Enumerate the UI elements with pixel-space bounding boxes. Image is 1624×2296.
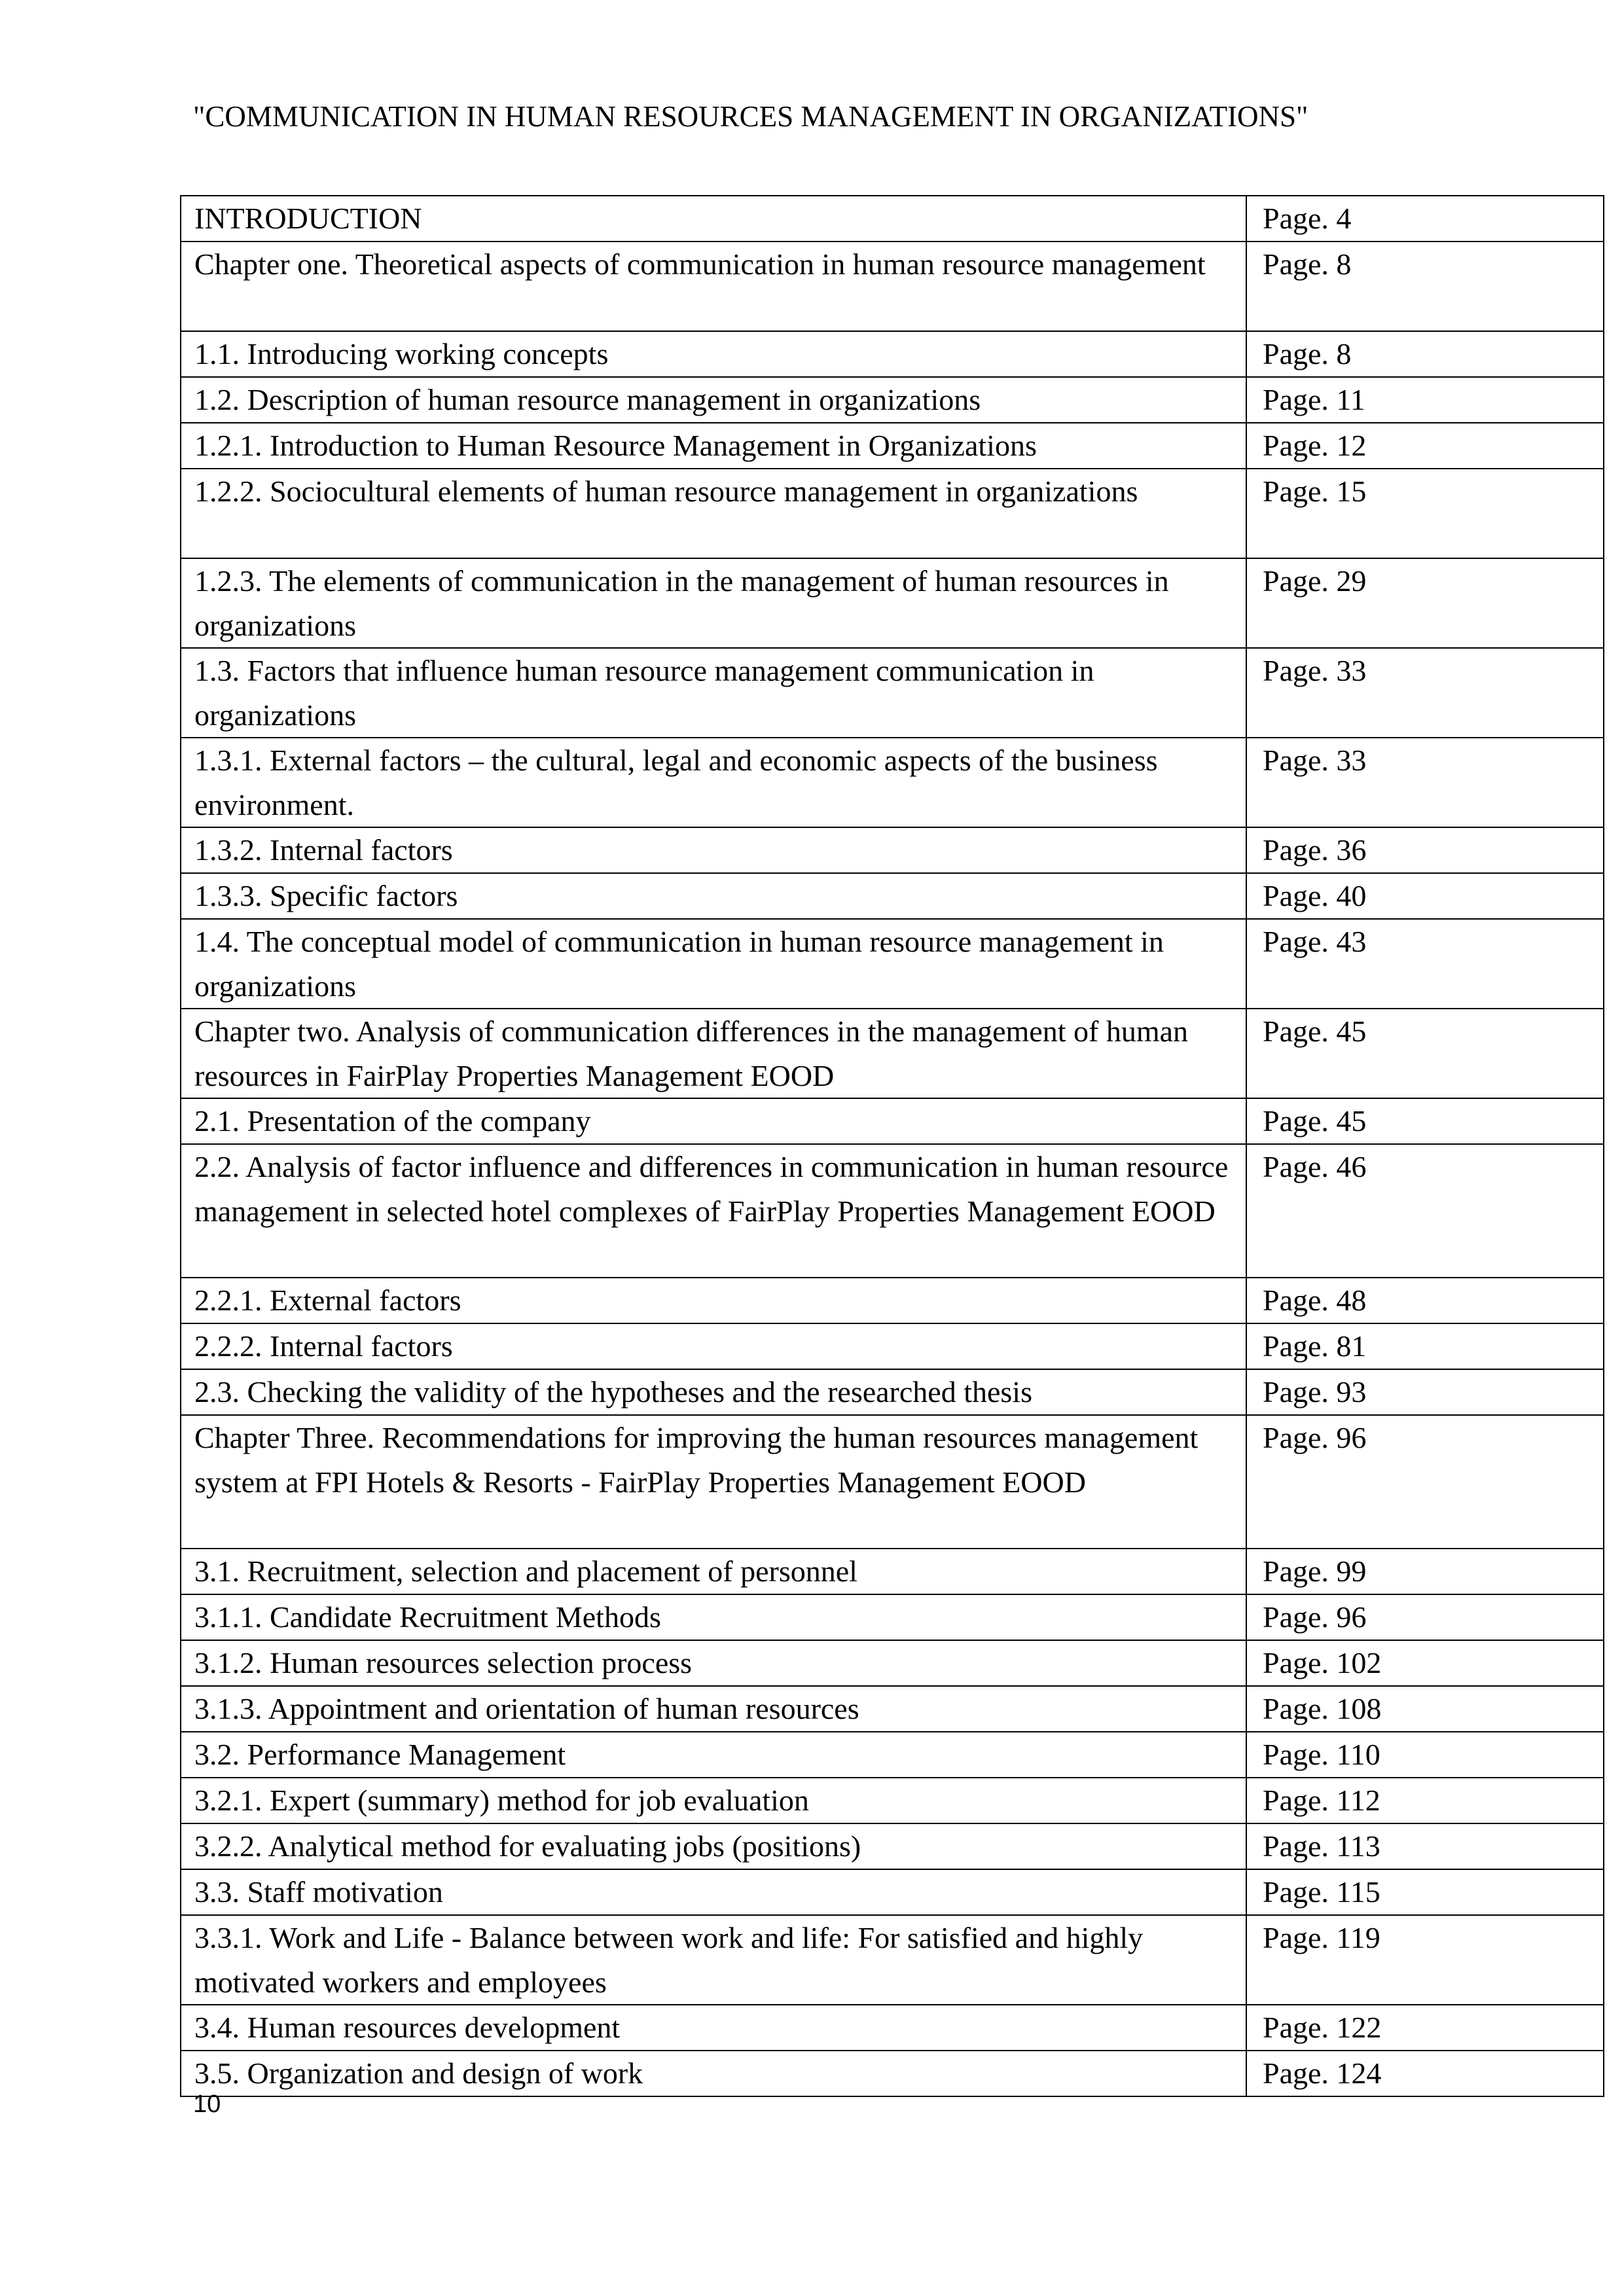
toc-entry-page: Page. 99 (1246, 1549, 1604, 1594)
toc-row (181, 1009, 1604, 1098)
toc-entry-page: Page. 11 (1246, 377, 1604, 423)
toc-entry-page: Page. 124 (1246, 2051, 1604, 2096)
toc-row (181, 377, 1604, 423)
toc-entry-title: 2.3. Checking the validity of the hypotheses and the researched thesis (181, 1369, 1246, 1415)
toc-entry-title: 3.3.1. Work and Life - Balance between work and life: For satisfied and highly motivated workers and employees (181, 1915, 1246, 2005)
toc-entry-title: INTRODUCTION (181, 196, 1246, 242)
toc-entry-page: Page. 15 (1246, 469, 1604, 558)
toc-entry-page: Page. 46 (1246, 1144, 1604, 1278)
toc-entry-page: Page. 108 (1246, 1686, 1604, 1732)
toc-entry-page: Page. 45 (1246, 1098, 1604, 1144)
toc-entry-title: 3.1. Recruitment, selection and placement of personnel (181, 1549, 1246, 1594)
toc-entry-title: 3.1.2. Human resources selection process (181, 1640, 1246, 1686)
toc-entry-title: 1.3.1. External factors – the cultural, legal and economic aspects of the business environment. (181, 738, 1246, 827)
toc-entry-title: 3.1.3. Appointment and orientation of human resources (181, 1686, 1246, 1732)
toc-entry-page: Page. 48 (1246, 1278, 1604, 1323)
toc-entry-page: Page. 36 (1246, 827, 1604, 873)
table-of-contents (180, 195, 1604, 2097)
toc-entry-title: 1.4. The conceptual model of communication in human resource management in organizations (181, 919, 1246, 1009)
toc-entry-page: Page. 12 (1246, 423, 1604, 469)
toc-row (181, 1278, 1604, 1323)
toc-row (181, 2005, 1604, 2051)
toc-entry-page: Page. 93 (1246, 1369, 1604, 1415)
toc-row (181, 1369, 1604, 1415)
toc-entry-title: 1.3.3. Specific factors (181, 873, 1246, 919)
toc-entry-page: Page. 115 (1246, 1869, 1604, 1915)
toc-entry-title: 1.2. Description of human resource management in organizations (181, 377, 1246, 423)
toc-row (181, 1594, 1604, 1640)
toc-entry-page: Page. 45 (1246, 1009, 1604, 1098)
toc-entry-page: Page. 33 (1246, 648, 1604, 738)
toc-entry-title: 3.4. Human resources development (181, 2005, 1246, 2051)
running-header: "COMMUNICATION IN HUMAN RESOURCES MANAGEMENT IN ORGANIZATIONS" (193, 100, 1308, 133)
toc-row (181, 873, 1604, 919)
toc-entry-title: Chapter Three. Recommendations for improving the human resources management system at FPI Hotels & Resorts - FairPlay Properties Management EOOD (181, 1415, 1246, 1549)
toc-entry-title: 2.2. Analysis of factor influence and differences in communication in human resource management in selected hotel complexes of FairPlay Properties Management EOOD (181, 1144, 1246, 1278)
toc-entry-page: Page. 8 (1246, 331, 1604, 377)
toc-entry-page: Page. 119 (1246, 1915, 1604, 2005)
toc-entry-page: Page. 40 (1246, 873, 1604, 919)
toc-entry-page: Page. 122 (1246, 2005, 1604, 2051)
toc-entry-page: Page. 112 (1246, 1778, 1604, 1823)
toc-row (181, 1823, 1604, 1869)
toc-row (181, 1732, 1604, 1778)
toc-entry-title: 3.3. Staff motivation (181, 1869, 1246, 1915)
toc-entry-title: 1.1. Introducing working concepts (181, 331, 1246, 377)
toc-entry-page: Page. 110 (1246, 1732, 1604, 1778)
toc-row (181, 331, 1604, 377)
toc-entry-page: Page. 4 (1246, 196, 1604, 242)
toc-entry-title: 3.2. Performance Management (181, 1732, 1246, 1778)
toc-entry-title: 1.2.1. Introduction to Human Resource Management in Organizations (181, 423, 1246, 469)
toc-entry-title: 1.2.3. The elements of communication in the management of human resources in organizations (181, 558, 1246, 648)
toc-row (181, 558, 1604, 648)
toc-row (181, 738, 1604, 827)
toc-entry-page: Page. 96 (1246, 1594, 1604, 1640)
toc-row (181, 242, 1604, 331)
toc-body (181, 196, 1604, 2096)
toc-row (181, 1098, 1604, 1144)
toc-row (181, 1144, 1604, 1278)
toc-entry-title: 2.2.1. External factors (181, 1278, 1246, 1323)
toc-entry-title: 1.3.2. Internal factors (181, 827, 1246, 873)
toc-entry-page: Page. 96 (1246, 1415, 1604, 1549)
toc-entry-page: Page. 43 (1246, 919, 1604, 1009)
page-number: 10 (193, 2090, 221, 2118)
toc-entry-page: Page. 29 (1246, 558, 1604, 648)
toc-entry-title: 2.1. Presentation of the company (181, 1098, 1246, 1144)
toc-row (181, 469, 1604, 558)
toc-row (181, 196, 1604, 242)
toc-row (181, 1415, 1604, 1549)
toc-entry-title: 1.2.2. Sociocultural elements of human resource management in organizations (181, 469, 1246, 558)
toc-entry-page: Page. 113 (1246, 1823, 1604, 1869)
toc-entry-title: Chapter two. Analysis of communication differences in the management of human resources in FairPlay Properties Management EOOD (181, 1009, 1246, 1098)
toc-row (181, 827, 1604, 873)
toc-entry-title: 1.3. Factors that influence human resource management communication in organizations (181, 648, 1246, 738)
toc-row (181, 1549, 1604, 1594)
toc-row (181, 1778, 1604, 1823)
toc-entry-page: Page. 8 (1246, 242, 1604, 331)
toc-row (181, 919, 1604, 1009)
toc-entry-page: Page. 102 (1246, 1640, 1604, 1686)
toc-row (181, 1915, 1604, 2005)
toc-entry-title: 3.2.1. Expert (summary) method for job evaluation (181, 1778, 1246, 1823)
toc-row (181, 1686, 1604, 1732)
toc-entry-title: 3.2.2. Analytical method for evaluating jobs (positions) (181, 1823, 1246, 1869)
toc-row (181, 1323, 1604, 1369)
toc-entry-page: Page. 81 (1246, 1323, 1604, 1369)
toc-entry-title: 3.5. Organization and design of work (181, 2051, 1246, 2096)
toc-row (181, 423, 1604, 469)
toc-entry-title: 2.2.2. Internal factors (181, 1323, 1246, 1369)
toc-entry-page: Page. 33 (1246, 738, 1604, 827)
toc-row (181, 2051, 1604, 2096)
toc-row (181, 648, 1604, 738)
toc-row (181, 1869, 1604, 1915)
toc-entry-title: 3.1.1. Candidate Recruitment Methods (181, 1594, 1246, 1640)
toc-row (181, 1640, 1604, 1686)
toc-entry-title: Chapter one. Theoretical aspects of communication in human resource management (181, 242, 1246, 331)
